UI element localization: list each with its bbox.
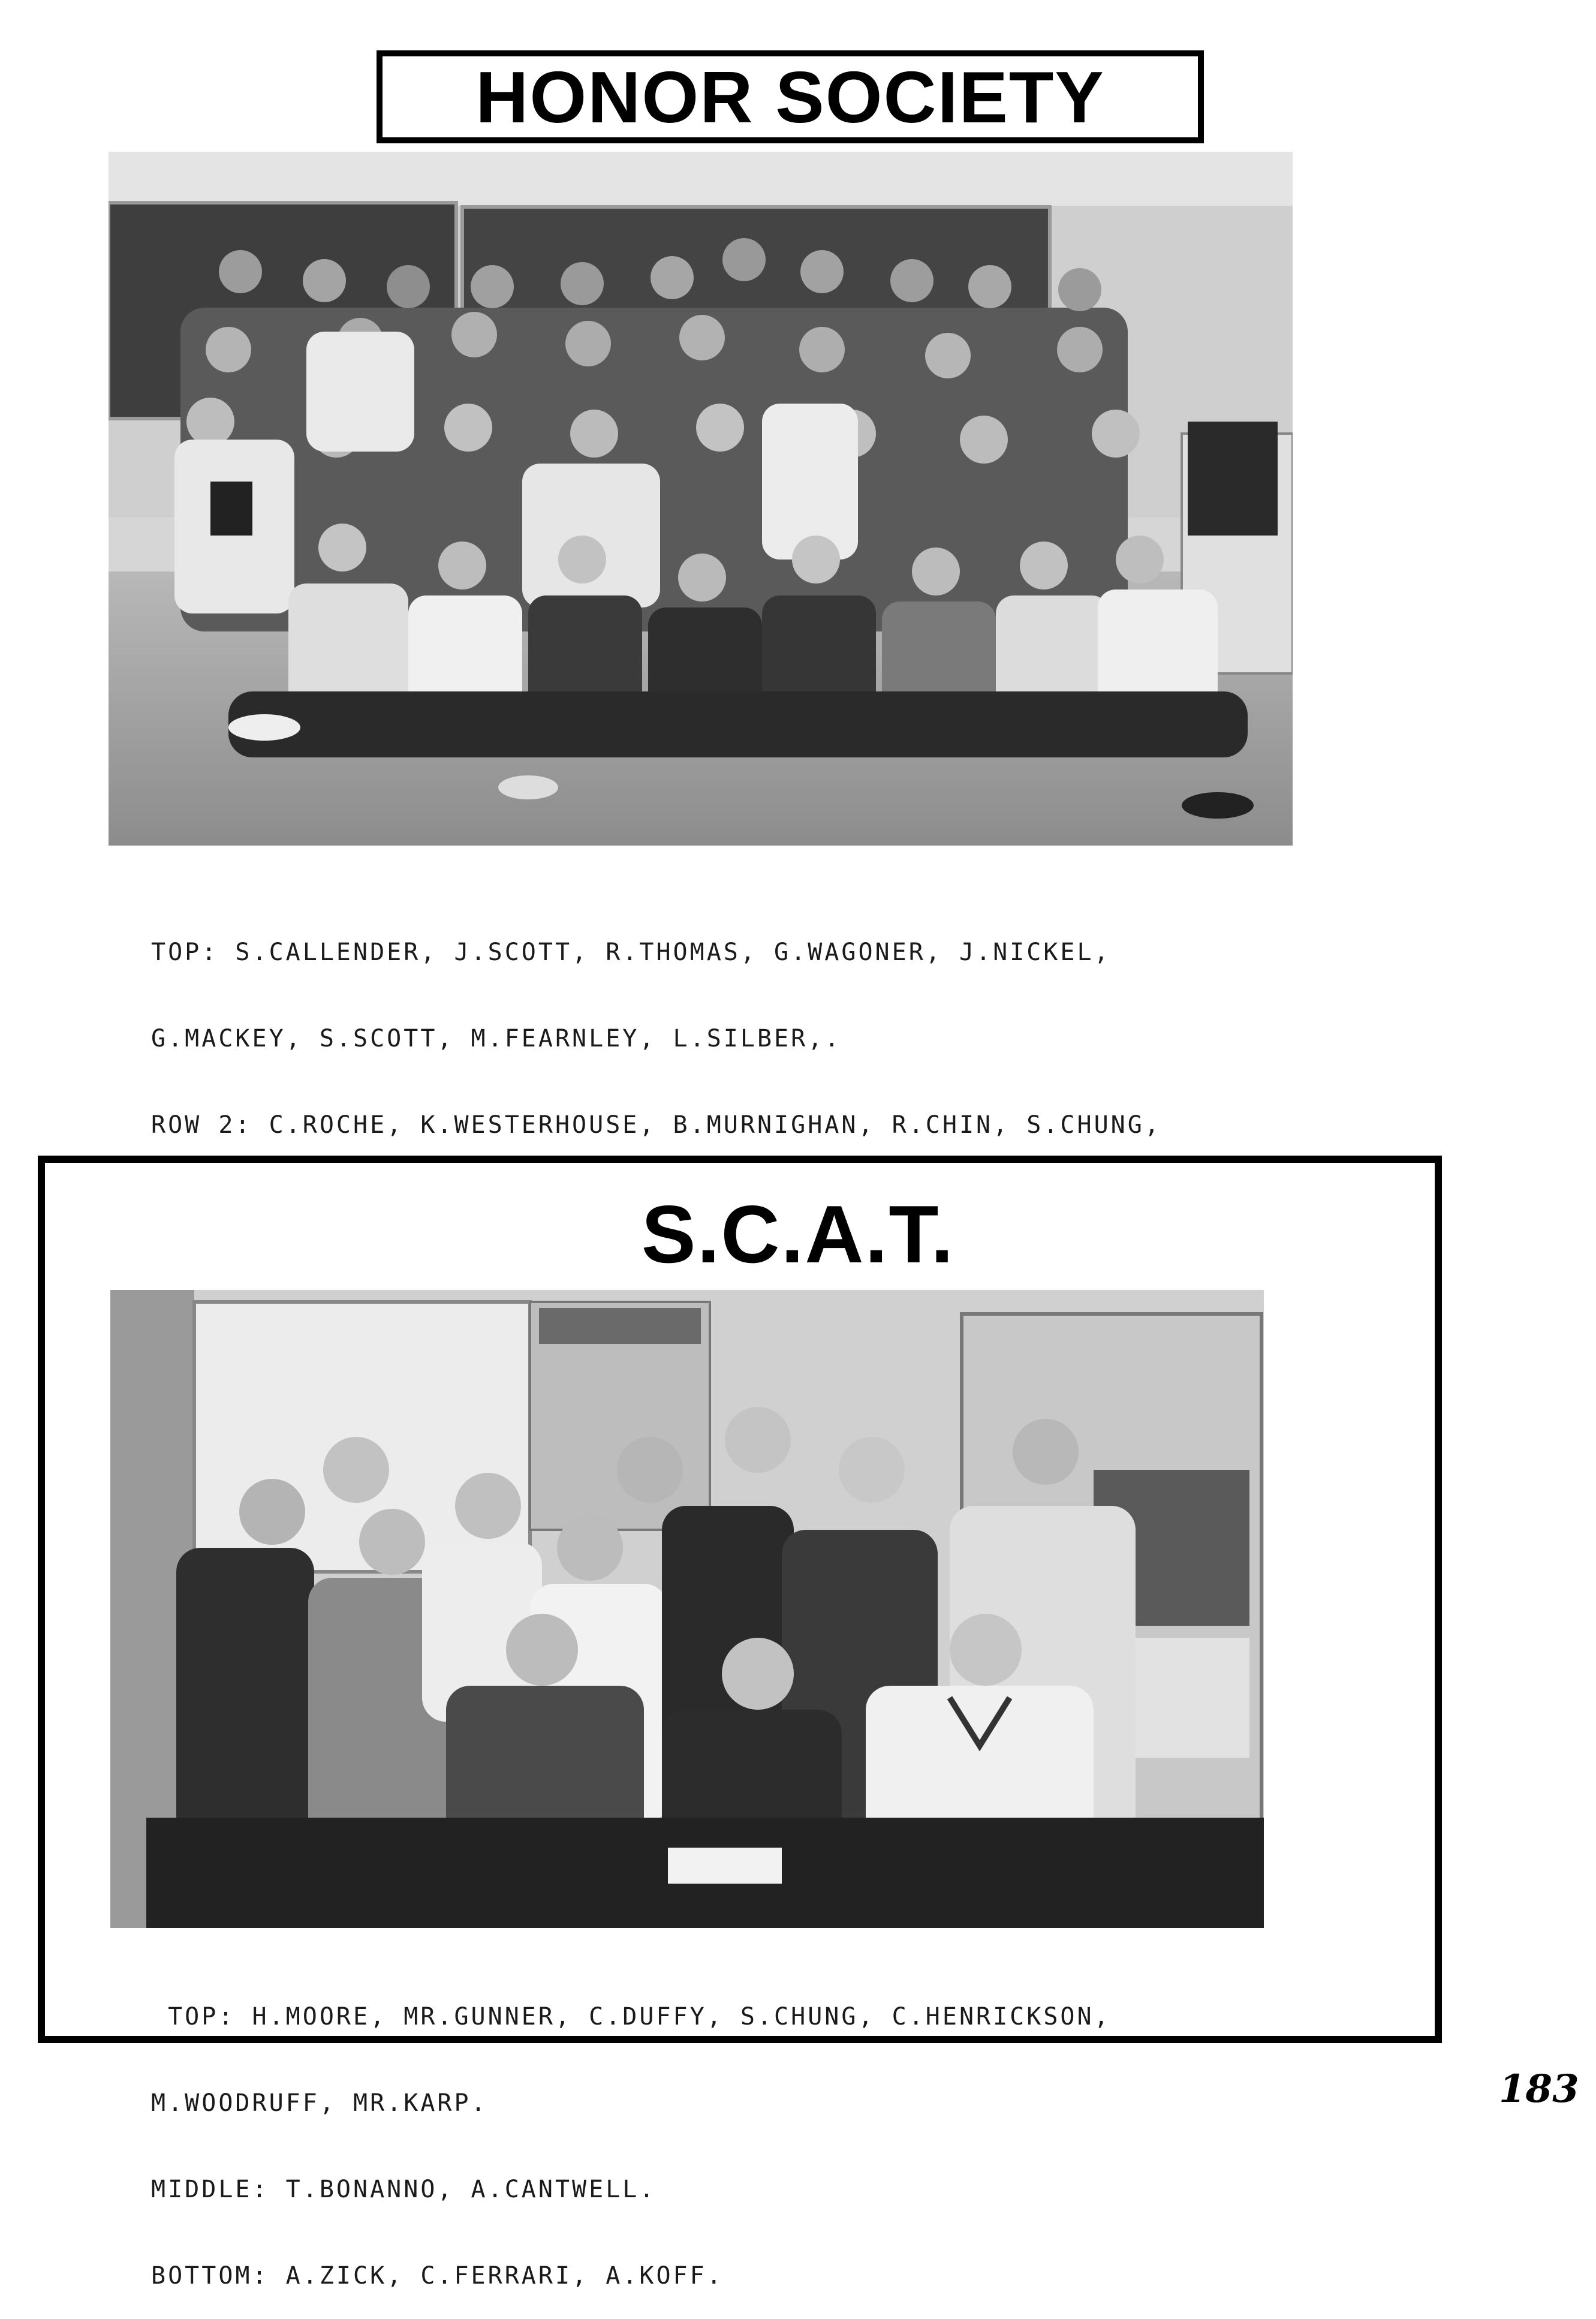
- scat-title: S.C.A.T.: [641, 1189, 955, 1280]
- honor-society-photo-illustration: [109, 152, 1293, 846]
- scat-group-photo: [110, 1290, 1264, 1928]
- scat-caption-line: MIDDLE: T.BONANNO, A.CANTWELL.: [151, 2176, 657, 2203]
- scat-caption-line: M.WOODRUFF, MR.KARP.: [151, 2089, 488, 2117]
- honor-society-group-photo: [109, 152, 1293, 846]
- page-number: 183: [1499, 2067, 1579, 2112]
- honor-society-caption-line: G.MACKEY, S.SCOTT, M.FEARNLEY, L.SILBER,.: [151, 1025, 842, 1052]
- honor-society-caption-line: ROW 2: C.ROCHE, K.WESTERHOUSE, B.MURNIGHAN, R.CHIN, S.CHUNG,: [151, 1111, 1161, 1139]
- honor-society-title-box: [377, 50, 1204, 143]
- scat-caption: [151, 1945, 1111, 2319]
- scat-caption-line: BOTTOM: A.ZICK, C.FERRARI, A.KOFF.: [151, 2262, 724, 2290]
- honor-society-caption-line: TOP: S.CALLENDER, J.SCOTT, R.THOMAS, G.WAGONER, J.NICKEL,: [151, 939, 1111, 966]
- scat-photo-illustration: [110, 1290, 1264, 1928]
- scat-caption-line: TOP: H.MOORE, MR.GUNNER, C.DUFFY, S.CHUNG, C.HENRICKSON,: [151, 2003, 1111, 2031]
- honor-society-title: HONOR SOCIETY: [383, 56, 1198, 137]
